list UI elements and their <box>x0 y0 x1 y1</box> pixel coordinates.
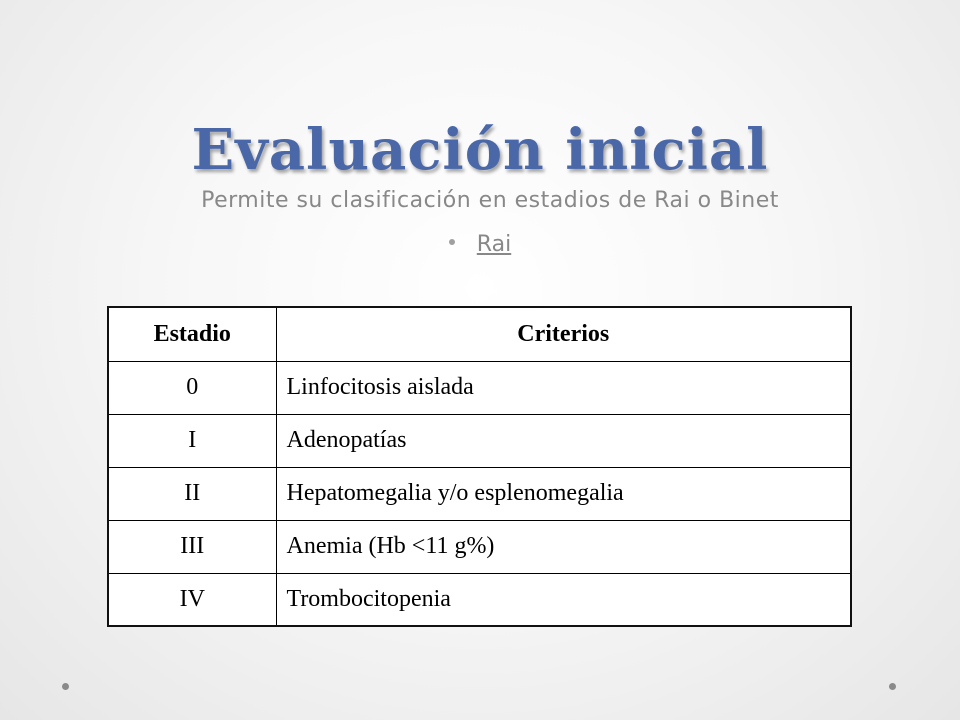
criteria-cell: Anemia (Hb <11 g%) <box>276 520 851 573</box>
stage-cell: III <box>108 520 276 573</box>
table-row <box>108 361 851 414</box>
criteria-cell: Adenopatías <box>276 414 851 467</box>
header-criterios: Criterios <box>276 307 851 361</box>
header-estadio: Estadio <box>108 307 276 361</box>
rai-link[interactable]: Rai <box>476 232 512 257</box>
slide-title: Evaluación inicial <box>191 117 769 183</box>
table-row <box>108 520 851 573</box>
table-header-row <box>108 307 851 361</box>
slide-subtitle: Permite su clasificación en estadios de Rai o Binet <box>201 188 779 213</box>
stage-cell: I <box>108 414 276 467</box>
criteria-cell: Trombocitopenia <box>276 573 851 626</box>
rai-staging-table <box>107 306 852 627</box>
stage-cell: 0 <box>108 361 276 414</box>
corner-dot-icon <box>889 683 896 690</box>
criteria-cell: Linfocitosis aislada <box>276 361 851 414</box>
table-row <box>108 414 851 467</box>
stage-cell: II <box>108 467 276 520</box>
bullet-list-item <box>0 232 960 257</box>
table-row <box>108 573 851 626</box>
corner-dot-icon <box>62 683 69 690</box>
criteria-cell: Hepatomegalia y/o esplenomegalia <box>276 467 851 520</box>
bullet-dot-icon <box>449 239 455 245</box>
table-row <box>108 467 851 520</box>
stage-cell: IV <box>108 573 276 626</box>
